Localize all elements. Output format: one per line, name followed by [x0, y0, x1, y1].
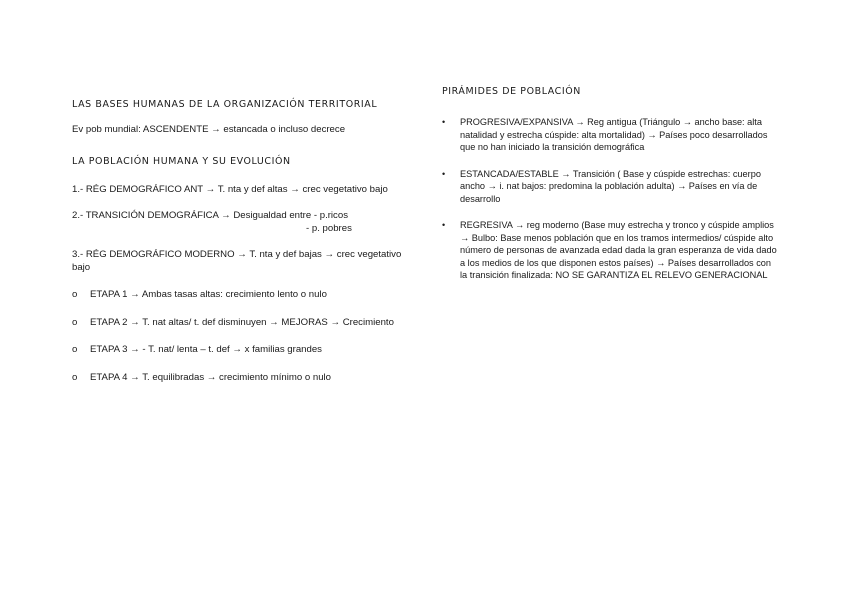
bullet-marker: •: [442, 220, 446, 230]
stage-marker: o: [72, 344, 78, 355]
stage-item: [72, 372, 412, 385]
right-column: [442, 85, 782, 296]
section-heading: LA POBLACIÓN HUMANA Y SU EVOLUCIÓN: [72, 154, 291, 167]
document-title: LAS BASES HUMANAS DE LA ORGANIZACIÓN TERRITORIAL: [72, 98, 378, 110]
stage-item: [72, 289, 412, 302]
pyramid-stagnant: ESTANCADA/ESTABLE → Transición ( Base y cúspide estrechas: cuerpo ancho → i. nat bajos: predomina la población adulta) → Países en vía de desarrollo: [460, 168, 761, 204]
stage-marker: o: [72, 371, 78, 383]
stage-text: ETAPA 1 → Ambas tasas altas: crecimiento lento o nulo: [90, 289, 327, 300]
stage-item: [72, 317, 412, 330]
pyramid-progressive: PROGRESIVA/EXPANSIVA → Reg antigua (Triángulo → ancho base: alta natalidad y estrecha cúspide: alta mortalidad) → Países poco desarrollados que no han iniciado la transición demográfica: [460, 117, 768, 152]
regime-2-continuation: - p. pobres: [306, 222, 352, 234]
list-item: [442, 219, 782, 282]
list-item: [442, 168, 782, 206]
stage-marker: o: [72, 316, 78, 328]
pyramids-heading: PIRÁMIDES DE POBLACIÓN: [442, 85, 581, 97]
pyramid-list: [442, 116, 782, 282]
bullet-marker: •: [442, 168, 446, 179]
stage-item: [72, 344, 412, 357]
left-column: [72, 96, 412, 384]
stage-text: ETAPA 3 → - T. nat/ lenta – t. def → x familias grandes: [90, 344, 322, 355]
stage-marker: o: [72, 289, 78, 300]
population-evolution-line: Ev pob mundial: ASCENDENTE → estancada o incluso decrece: [72, 124, 346, 135]
stage-text: ETAPA 2 → T. nat altas/ t. def disminuyen → MEJORAS → Crecimiento: [90, 316, 394, 328]
regime-3: 3.- RÉG DEMOGRÁFICO MODERNO → T. nta y def bajas → crec vegetativo bajo: [72, 249, 402, 273]
list-item: [442, 116, 782, 154]
pyramid-regressive: REGRESIVA → reg moderno (Base muy estrecha y tronco y cúspide amplios → Bulbo: Base menos población que en los tramos intermedios/ cúspide alto número de personas de avanzada edad dada la gran esperanza de vida dado a los medios de los que disponen estos países) → Países desarrollados con la transición finalizada: NO SE GARANTIZA EL RELEVO GENERACIONAL: [460, 220, 777, 280]
regime-1: 1.- RÉG DEMOGRÁFICO ANT → T. nta y def altas → crec vegetativo bajo: [72, 183, 388, 195]
stage-text: ETAPA 4 → T. equilibradas → crecimiento mínimo o nulo: [90, 371, 332, 383]
regime-2: 2.- TRANSICIÓN DEMOGRÁFICA → Desigualdad entre - p.ricos: [72, 210, 348, 221]
bullet-marker: •: [442, 117, 446, 127]
